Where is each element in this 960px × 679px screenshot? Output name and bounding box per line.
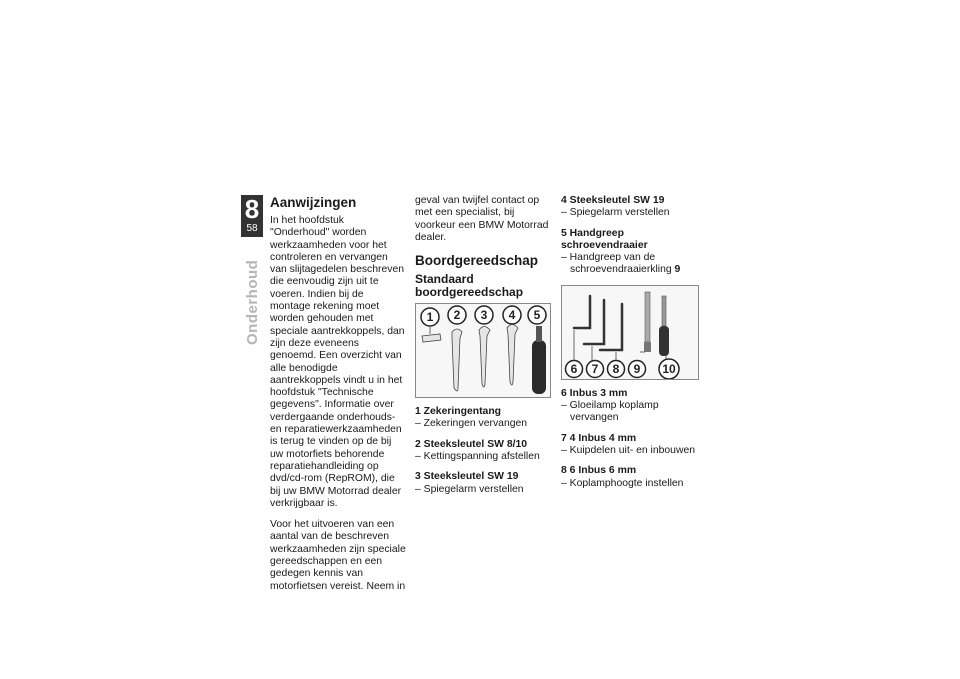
figure-label-7: 7: [591, 361, 599, 376]
tools-illustration-2: [562, 286, 698, 379]
column-3: [561, 195, 701, 490]
figure-label-1: 1: [426, 310, 434, 325]
figure-label-3: 3: [480, 308, 488, 323]
figure-label-5: 5: [533, 308, 541, 323]
tool-figure-2: [561, 285, 699, 380]
item-8-title: 8 6 Inbus 6 mm: [561, 465, 637, 477]
item-4-line: – Spiegelarm verstellen: [561, 207, 670, 219]
heading-aanwijzingen: Aanwijzingen: [270, 195, 357, 210]
screwdriver-blade-shape: [644, 292, 651, 352]
paragraph-special-tools: Voor het uitvoeren van een aantal van de beschreven werkzaamheden zijn speciale gereedschappen en een gedegen kennis van motorfietsen vereist. Neem in: [270, 519, 406, 592]
chapter-tab: [241, 195, 263, 237]
subheading-standaard: Standaard boordgereedschap: [415, 272, 524, 300]
screwdriver-handle-shape: [532, 326, 546, 394]
item-7-title: 7 4 Inbus 4 mm: [561, 432, 637, 444]
figure-label-4: 4: [508, 308, 516, 323]
chapter-number: 8: [244, 194, 260, 224]
item-5-ref: 9: [674, 264, 681, 276]
item-7-line: – Kuipdelen uit- en inbouwen: [561, 444, 696, 456]
figure-label-2: 2: [453, 308, 461, 323]
figure-label-10: 10: [662, 361, 676, 376]
wrench-8-10-shape: [452, 329, 462, 391]
item-8-line: – Koplamphoogte instellen: [561, 477, 684, 489]
figure-label-6: 6: [570, 361, 578, 376]
column-2: [415, 195, 551, 496]
item-1-title: 1 Zekeringentang: [415, 406, 502, 418]
paragraph-continued: geval van twijfel contact op met een specialist, bij voorkeur een BMW Motorrad dealer.: [415, 195, 549, 243]
item-4-title: 4 Steeksleutel SW 19: [561, 195, 665, 206]
item-1-line: – Zekeringen vervangen: [415, 418, 528, 430]
item-3-title: 3 Steeksleutel SW 19: [415, 471, 519, 483]
paragraph-intro: In het hoofdstuk "Onderhoud" worden werkzaamheden voor het controleren en vervangen van slijtagedelen beschreven die eenvoudig zijn uit te voeren. Indien bij de montage rekening moet worden gehouden met speciale aantrekkoppels, dan zijn deze eveneens genoemd. Een overzicht van alle benodigde aantrekkoppels vindt u in het hoofdstuk "Technische gegevens". Informatie over verdergaande onderhouds- en reparatiewerkzaamheden is terug te vinden op de bij uw motorfiets behorende reparatiehandleiding op dvd/cd-rom (RepROM), die bij uw BMW Motorrad dealer verkrijgbaar is.: [270, 215, 405, 509]
tool-figure-1: [415, 303, 551, 398]
item-5-line: [561, 252, 701, 277]
item-5-title: 5 Handgreep schroevendraaier: [561, 227, 648, 251]
item-6-line: – Gloeilamp koplamp vervangen: [561, 400, 659, 424]
wrench-19b-shape: [507, 325, 518, 386]
wrench-19-shape: [479, 327, 490, 388]
item-6-title: 6 Inbus 3 mm: [561, 387, 628, 399]
item-2-line: – Kettingspanning afstellen: [415, 451, 540, 463]
item-2-title: 2 Steeksleutel SW 8/10: [415, 438, 528, 450]
page-number: 58: [246, 223, 258, 234]
hex-key-3-shape: [574, 296, 590, 328]
fuse-pliers-shape: [422, 334, 441, 342]
item-3-line: – Spiegelarm verstellen: [415, 483, 524, 495]
figure-label-9: 9: [633, 361, 641, 376]
heading-boordgereedschap: Boordgereedschap: [415, 253, 539, 269]
column-1: [270, 195, 406, 593]
figure-label-8: 8: [612, 361, 620, 376]
tools-illustration-1: [416, 304, 550, 397]
chapter-side-label: Onderhoud: [244, 259, 261, 345]
hex-key-4-shape: [584, 300, 604, 344]
item-5-line-text: – Handgreep van de schroevendraaierkling: [561, 252, 672, 276]
screwdriver-shape: [659, 296, 669, 356]
